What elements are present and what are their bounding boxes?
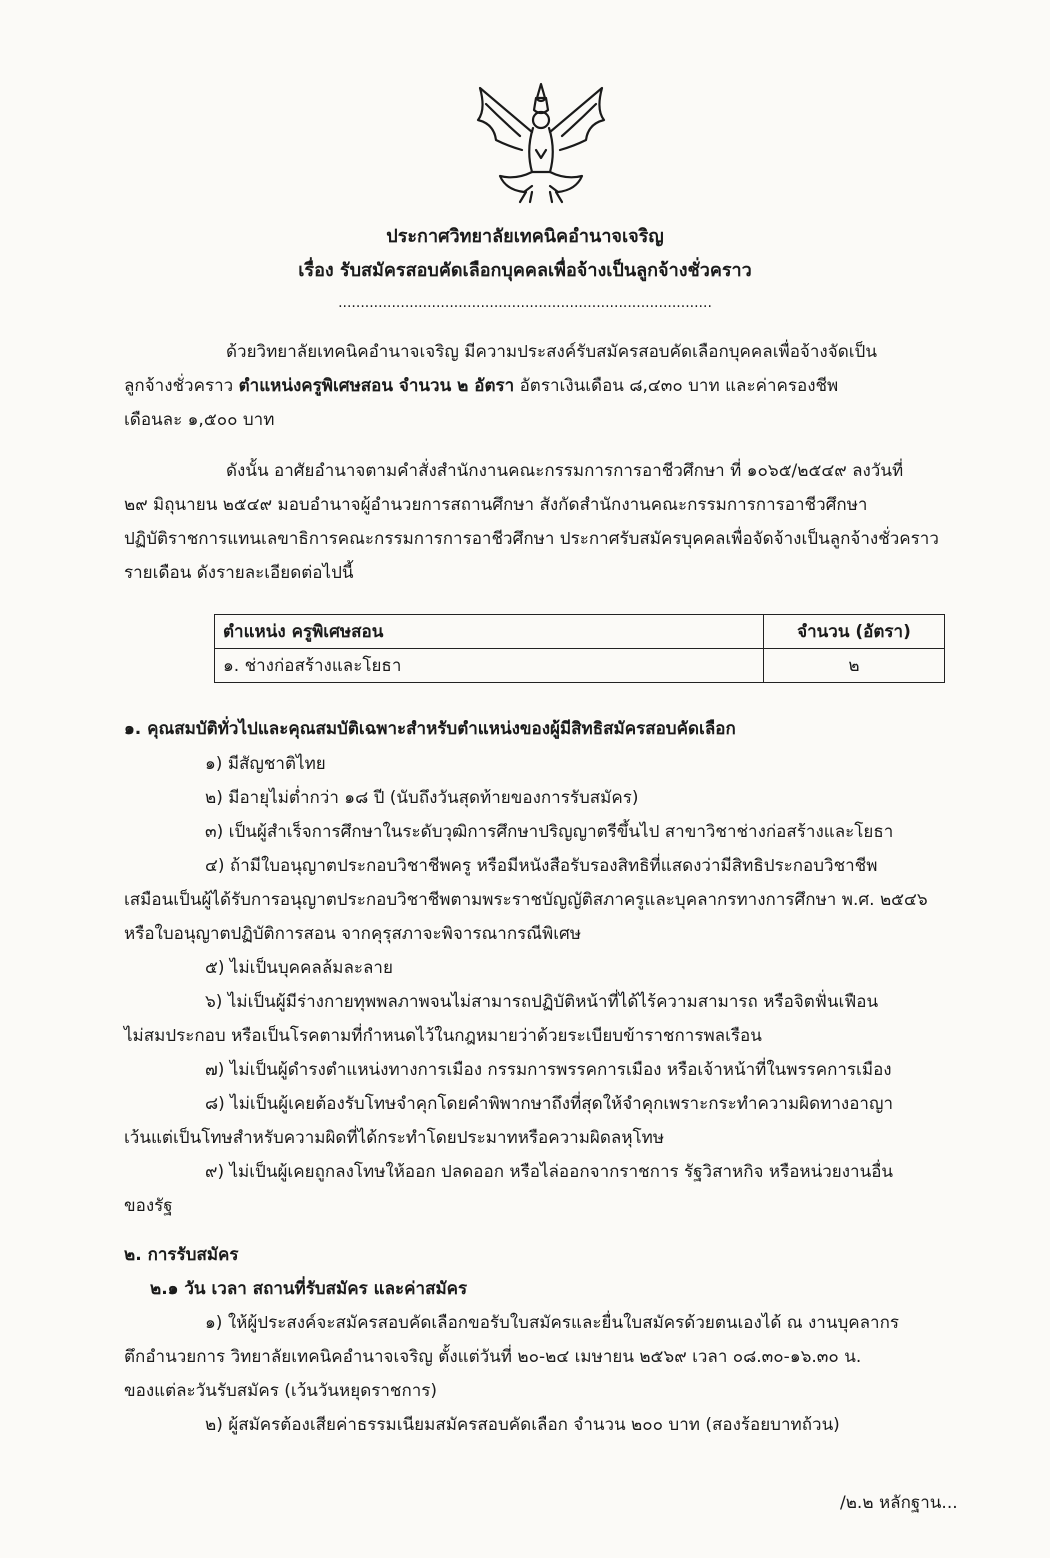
next-page-note: /๒.๒ หลักฐาน...	[840, 1493, 958, 1513]
table-cell-count: ๒	[764, 649, 945, 683]
intro-line-1: ด้วยวิทยาลัยเทคนิคอำนาจเจริญ มีความประสงค์รับสมัครสอบคัดเลือกบุคคลเพื่อจ้างจัดเป็น	[226, 342, 877, 362]
application-item-2: ๒) ผู้สมัครต้องเสียค่าธรรมเนียมสมัครสอบคัดเลือก จำนวน ๒๐๐ บาท (สองร้อยบาทถ้วน)	[205, 1415, 840, 1435]
section2-subheading: ๒.๑ วัน เวลา สถานที่รับสมัคร และค่าสมัคร	[150, 1279, 468, 1299]
qualification-6-line-1: ๖) ไม่เป็นผู้มีร่างกายทุพพลภาพจนไม่สามารถปฏิบัติหน้าที่ได้ไร้ความสามารถ หรือจิตฟั่นเฟือน	[205, 992, 879, 1012]
qualification-7: ๗) ไม่เป็นผู้ดำรงตำแหน่งทางการเมือง กรรมการพรรคการเมือง หรือเจ้าหน้าที่ในพรรคการเมือง	[205, 1060, 892, 1080]
qualification-8-line-2: เว้นแต่เป็นโทษสำหรับความผิดที่ได้กระทำโดยประมาทหรือความผิดลหุโทษ	[124, 1128, 665, 1148]
qualification-4-line-2: เสมือนเป็นผู้ได้รับการอนุญาตประกอบวิชาชีพตามพระราชบัญญัติสภาครูและบุคลากรทางการศึกษา พ.ศ. ๒๕๔๖	[124, 890, 928, 910]
authority-line-1: ดังนั้น อาศัยอำนาจตามคำสั่งสำนักงานคณะกรรมการการอาชีวศึกษา ที่ ๑๐๖๕/๒๕๔๙ ลงวันที่	[226, 461, 904, 481]
application-item-1-line-2: ตึกอำนวยการ วิทยาลัยเทคนิคอำนาจเจริญ ตั้งแต่วันที่ ๒๐-๒๔ เมษายน ๒๕๖๙ เวลา ๐๘.๓๐-๑๖.๓๐ น.	[124, 1347, 862, 1367]
position-highlight: ตำแหน่งครูพิเศษสอน จำนวน ๒ อัตรา	[238, 376, 515, 396]
qualification-9-line-1: ๙) ไม่เป็นผู้เคยถูกลงโทษให้ออก ปลดออก หรือไล่ออกจากราชการ รัฐวิสาหกิจ หรือหน่วยงานอื่น	[205, 1162, 894, 1182]
authority-line-2: ๒๙ มิถุนายน ๒๕๔๙ มอบอำนาจผู้อำนวยการสถานศึกษา สังกัดสำนักงานคณะกรรมการการอาชีวศึกษา	[124, 495, 868, 515]
intro-text: ลูกจ้างชั่วคราว	[124, 376, 239, 396]
authority-line-4: รายเดือน ดังรายละเอียดต่อไปนี้	[124, 563, 354, 583]
qualification-4-line-3: หรือใบอนุญาตปฏิบัติการสอน จากคุรุสภาจะพิจารณากรณีพิเศษ	[124, 924, 582, 944]
section1-heading: ๑. คุณสมบัติทั่วไปและคุณสมบัติเฉพาะสำหรับตำแหน่งของผู้มีสิทธิสมัครสอบคัดเลือก	[124, 719, 736, 739]
qualification-2: ๒) มีอายุไม่ต่ำกว่า ๑๘ ปี (นับถึงวันสุดท้ายของการรับสมัคร)	[205, 788, 639, 808]
table-header-count: จำนวน (อัตรา)	[764, 615, 945, 649]
qualification-6-line-2: ไม่สมประกอบ หรือเป็นโรคตามที่กำหนดไว้ในกฎหมายว่าด้วยระเบียบข้าราชการพลเรือน	[124, 1026, 762, 1046]
qualification-3: ๓) เป็นผู้สำเร็จการศึกษาในระดับวุฒิการศึกษาปริญญาตรีขึ้นไป สาขาวิชาช่างก่อสร้างและโยธา	[205, 822, 894, 842]
table-header-position: ตำแหน่ง ครูพิเศษสอน	[215, 615, 764, 649]
qualification-8-line-1: ๘) ไม่เป็นผู้เคยต้องรับโทษจำคุกโดยคำพิพากษาถึงที่สุดให้จำคุกเพราะกระทำความผิดทางอาญา	[205, 1094, 894, 1114]
intro-line-2	[124, 375, 838, 397]
announcement-title: ประกาศวิทยาลัยเทคนิคอำนาจเจริญ	[386, 226, 664, 247]
salary-text: อัตราเงินเดือน ๘,๔๓๐ บาท และค่าครองชีพ	[514, 376, 839, 396]
garuda-emblem-icon	[466, 80, 616, 205]
section2-heading: ๒. การรับสมัคร	[124, 1245, 239, 1265]
intro-line-3: เดือนละ ๑,๕๐๐ บาท	[124, 410, 275, 430]
qualification-1: ๑) มีสัญชาติไทย	[205, 754, 326, 774]
application-item-1-line-3: ของแต่ละวันรับสมัคร (เว้นวันหยุดราชการ)	[124, 1381, 438, 1401]
table-row	[215, 649, 945, 683]
qualification-9-line-2: ของรัฐ	[124, 1196, 173, 1216]
table-cell-position: ๑. ช่างก่อสร้างและโยธา	[215, 649, 764, 683]
application-item-1-line-1: ๑) ให้ผู้ประสงค์จะสมัครสอบคัดเลือกขอรับใบสมัครและยื่นใบสมัครด้วยตนเองได้ ณ งานบุคลากร	[205, 1313, 900, 1333]
authority-line-3: ปฏิบัติราชการแทนเลขาธิการคณะกรรมการการอาชีวศึกษา ประกาศรับสมัครบุคคลเพื่อจัดจ้างเป็นลูกจ้างชั่วคราว	[124, 529, 939, 549]
qualification-5: ๕) ไม่เป็นบุคคลล้มละลาย	[205, 958, 393, 978]
announcement-subject: เรื่อง รับสมัครสอบคัดเลือกบุคคลเพื่อจ้างเป็นลูกจ้างชั่วคราว	[298, 260, 752, 281]
position-table	[214, 614, 945, 683]
table-header-row	[215, 615, 945, 649]
title-divider: ....................................................................................	[338, 295, 712, 311]
qualification-4-line-1: ๔) ถ้ามีใบอนุญาตประกอบวิชาชีพครู หรือมีหนังสือรับรองสิทธิที่แสดงว่ามีสิทธิประกอบวิชาชีพ	[205, 856, 878, 876]
